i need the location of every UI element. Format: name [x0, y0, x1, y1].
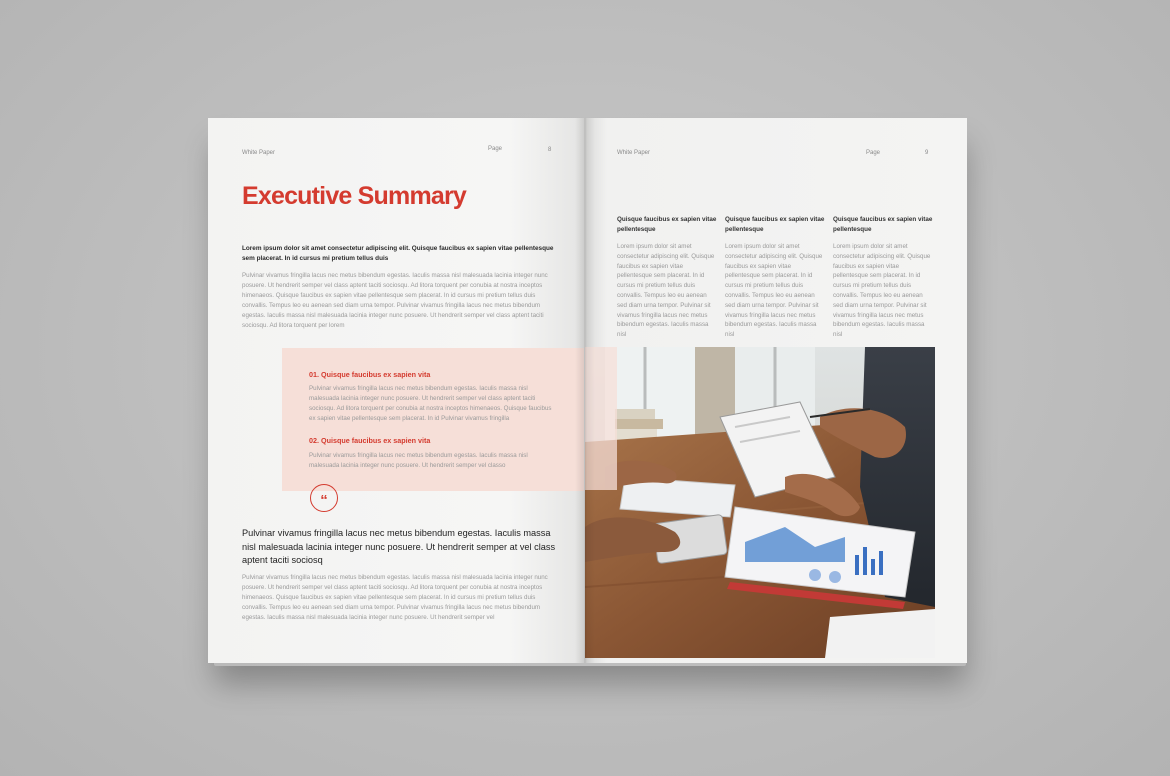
- section-1-body: Pulvinar vivamus fringilla lacus nec metus bibendum egestas. Iaculis massa nisl malesuada lacinia integer nunc posuere. Ut hendrerit semper vel class aptent taciti sociosqu. Ad litora torquent per conubia at nostra inceptos himenaeos. Quisque faucibus ex sapien vitae pellentesque sem placerat. In id Pulvinar vivamus fringilla: [309, 385, 552, 422]
- column-2-body: Lorem ipsum dolor sit amet consectetur adipiscing elit. Quisque faucibus ex sapien vitae pellentesque sem placerat. In id cursus mi pretium tellus duis convallis. Tempus leo eu aenean sed diam urna tempor. Pulvinar sit vivamus fringilla lacus nec metus bibendum egestas. Iaculis massa nisl: [725, 243, 823, 339]
- column-1-heading: Quisque faucibus ex sapien vitae pellentesque: [617, 216, 717, 233]
- column-1-body: Lorem ipsum dolor sit amet consectetur adipiscing elit. Quisque faucibus ex sapien vitae pellentesque sem placerat. In id cursus mi pretium tellus duis convallis. Tempus leo eu aenean sed diam urna tempor. Pulvinar sit vivamus fringilla lacus nec metus bibendum egestas. Iaculis massa nisl: [617, 243, 715, 339]
- section-1-title: 01. Quisque faucibus ex sapien vita: [309, 370, 431, 379]
- quote-icon: “: [310, 484, 338, 512]
- column-3-heading: Quisque faucibus ex sapien vitae pellentesque: [833, 216, 933, 233]
- book-gutter: [575, 118, 595, 663]
- section-2-title: 02. Quisque faucibus ex sapien vita: [309, 436, 431, 445]
- intro-body-text: Pulvinar vivamus fringilla lacus nec metus bibendum egestas. Iaculis massa nisl malesuada lacinia integer nunc posuere. Ut hendrerit semper vel class aptent taciti sociosqu. Ad litora torquent per conubia at nostra inceptos himenaeos. Quisque faucibus ex sapien vitae pellentesque sem placerat. In id cursus mi pretium tellus duis convallis. Tempus leo eu aenean sed diam urna tempor. Pulvinar vivamus fringilla lacus nec metus bibendum egestas. Iaculis massa nisl malesuada lacinia integer nunc posuere. Ut hendrerit semper vel class aptent taciti sociosqu. Ad litora torquent per lorem: [242, 272, 548, 329]
- closing-body-text: Pulvinar vivamus fringilla lacus nec metus bibendum egestas. Iaculis massa nisl malesuada lacinia integer nunc posuere. Ut hendrerit semper vel class aptent taciti sociosqu. Ad litora torquent per conubia at nostra inceptos himenaeos. Quisque faucibus ex sapien vitae pellentesque sem placerat. In id cursus mi pretium tellus duis convallis. Tempus leo eu aenean sed diam urna tempor. Pulvinar vivamus fringilla lacus nec metus bibendum egestas. Iaculis massa nisl malesuada lacinia integer nunc posuere. Ut hendrerit semper vel: [242, 574, 548, 621]
- right-header-page-label: Page: [866, 150, 881, 156]
- lead-paragraph: Lorem ipsum dolor sit amet consectetur adipiscing elit. Quisque faucibus ex sapien vitae pellentesque sem placerat. In id cursus mi pretium tellus duis: [242, 245, 554, 262]
- left-header-page-label: Page: [488, 146, 503, 152]
- business-meeting-photo: [585, 347, 935, 658]
- column-2-heading: Quisque faucibus ex sapien vitae pellentesque: [725, 216, 825, 233]
- page-title: Executive Summary: [242, 182, 467, 210]
- section-2-body: Pulvinar vivamus fringilla lacus nec metus bibendum egestas. Iaculis massa nisl malesuada lacinia integer nunc posuere. Ut hendrerit semper vel classo: [309, 452, 528, 469]
- column-3-body: Lorem ipsum dolor sit amet consectetur adipiscing elit. Quisque faucibus ex sapien vitae pellentesque sem placerat. In id cursus mi pretium tellus duis convallis. Tempus leo eu aenean sed diam urna tempor. Pulvinar sit vivamus fringilla lacus nec metus bibendum egestas. Iaculis massa nisl: [833, 243, 931, 339]
- left-page-number: 8: [548, 147, 552, 153]
- right-header-label: White Paper: [617, 150, 651, 156]
- left-page: [208, 118, 584, 663]
- left-header-label: White Paper: [242, 150, 276, 156]
- right-page-number: 9: [925, 150, 929, 156]
- pull-quote: Pulvinar vivamus fringilla lacus nec metus bibendum egestas. Iaculis massa nisl malesuada lacinia integer nunc posuere. Ut hendrerit semper at vel class aptent taciti sociosq: [242, 528, 556, 565]
